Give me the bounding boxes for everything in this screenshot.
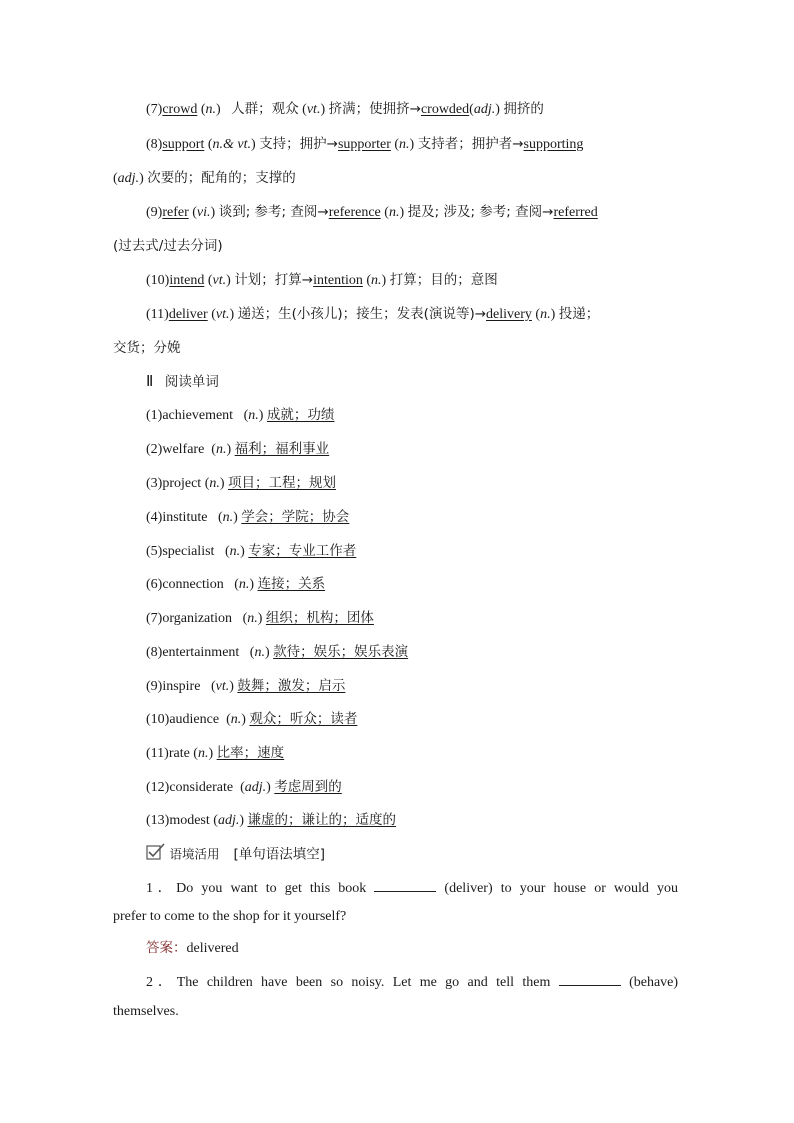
reading-word-item: (8)entertainment (n.) 款待；娱乐；娱乐表演 xyxy=(146,644,409,660)
vocab-item-support-cont: (adj.) 次要的；配角的；支撑的 xyxy=(113,170,296,186)
vocab-word: crowd xyxy=(162,102,198,117)
derived-word: crowded xyxy=(420,102,470,117)
answer-blank[interactable] xyxy=(559,971,621,986)
vocab-word: deliver xyxy=(168,307,208,322)
vocab-item-support: (8)support (n.& vt.) 支持；拥护→supporter (n.) 支持者；拥护者→supporting xyxy=(146,136,584,152)
vocab-item-intend: (10)intend (vt.) 计划；打算→intention (n.) 打算；目的；意图 xyxy=(146,272,498,288)
vocab-item-refer: (9)refer (vi.) 谈到; 参考; 查阅→reference (n.) 提及; 涉及; 参考; 查阅→referred xyxy=(146,204,598,220)
answer-1 xyxy=(146,938,239,959)
reading-word-item: (2)welfare (n.) 福利；福利事业 xyxy=(146,441,330,457)
reading-word-item: (5)specialist (n.) 专家；专业工作者 xyxy=(146,543,357,559)
reading-word-item: (1)achievement (n.) 成就；功绩 xyxy=(146,407,335,423)
reading-word-item: (3)project (n.) 项目；工程；规划 xyxy=(146,475,337,491)
vocab-item-crowd: (7)crowd (n.) 人群；观众 (vt.) 挤满；使拥挤→crowded(adj.) 拥挤的 xyxy=(146,101,544,117)
vocab-word: refer xyxy=(162,205,189,220)
question-2: 2．The children have been so noisy. Let me go and tell them (behave) xyxy=(113,971,678,993)
vocab-word: support xyxy=(162,137,205,152)
reading-word-item: (7)organization (n.) 组织；机构；团体 xyxy=(146,610,374,626)
derived-word: reference xyxy=(328,205,381,220)
question-1-cont: prefer to come to the shop for it yourself? xyxy=(113,909,347,924)
reading-word-item: (9)inspire (vt.) 鼓舞；激发；启示 xyxy=(146,678,346,694)
reading-word-item: (4)institute (n.) 学会；学院；协会 xyxy=(146,509,350,525)
answer-label: 答案： xyxy=(146,940,187,956)
exercise-heading: 语境活用 [单句语法填空] xyxy=(146,843,325,868)
derived-word: supporting xyxy=(523,137,584,152)
question-1: 1．Do you want to get this book (deliver) to your house or would you xyxy=(113,877,678,899)
reading-word-item: (11)rate (n.) 比率；速度 xyxy=(146,745,285,761)
checkmark-pencil-icon xyxy=(146,843,166,868)
answer-blank[interactable] xyxy=(374,877,436,892)
derived-word: supporter xyxy=(337,137,391,152)
vocab-item-refer-cont: (过去式/过去分词) xyxy=(113,238,223,254)
derived-word: delivery xyxy=(486,307,532,322)
derived-word: referred xyxy=(553,205,598,220)
question-2-cont: themselves. xyxy=(113,1004,179,1019)
reading-word-item: (10)audience (n.) 观众；听众；读者 xyxy=(146,711,358,727)
reading-word-item: (12)considerate (adj.) 考虑周到的 xyxy=(146,779,342,795)
reading-word-item: (6)connection (n.) 连接；关系 xyxy=(146,576,326,592)
reading-word-item: (13)modest (adj.) 谦虚的；谦让的；适度的 xyxy=(146,812,397,828)
answer-value: delivered xyxy=(186,941,239,956)
section-heading-reading-words: Ⅱ 阅读单词 xyxy=(146,374,219,390)
vocab-item-deliver: (11)deliver (vt.) 递送；生(小孩儿)；接生；发表(演说等)→delivery (n.) 投递； xyxy=(146,306,600,322)
derived-word: intention xyxy=(313,273,363,288)
vocab-item-deliver-cont: 交货；分娩 xyxy=(113,340,181,356)
vocab-word: intend xyxy=(169,273,205,288)
